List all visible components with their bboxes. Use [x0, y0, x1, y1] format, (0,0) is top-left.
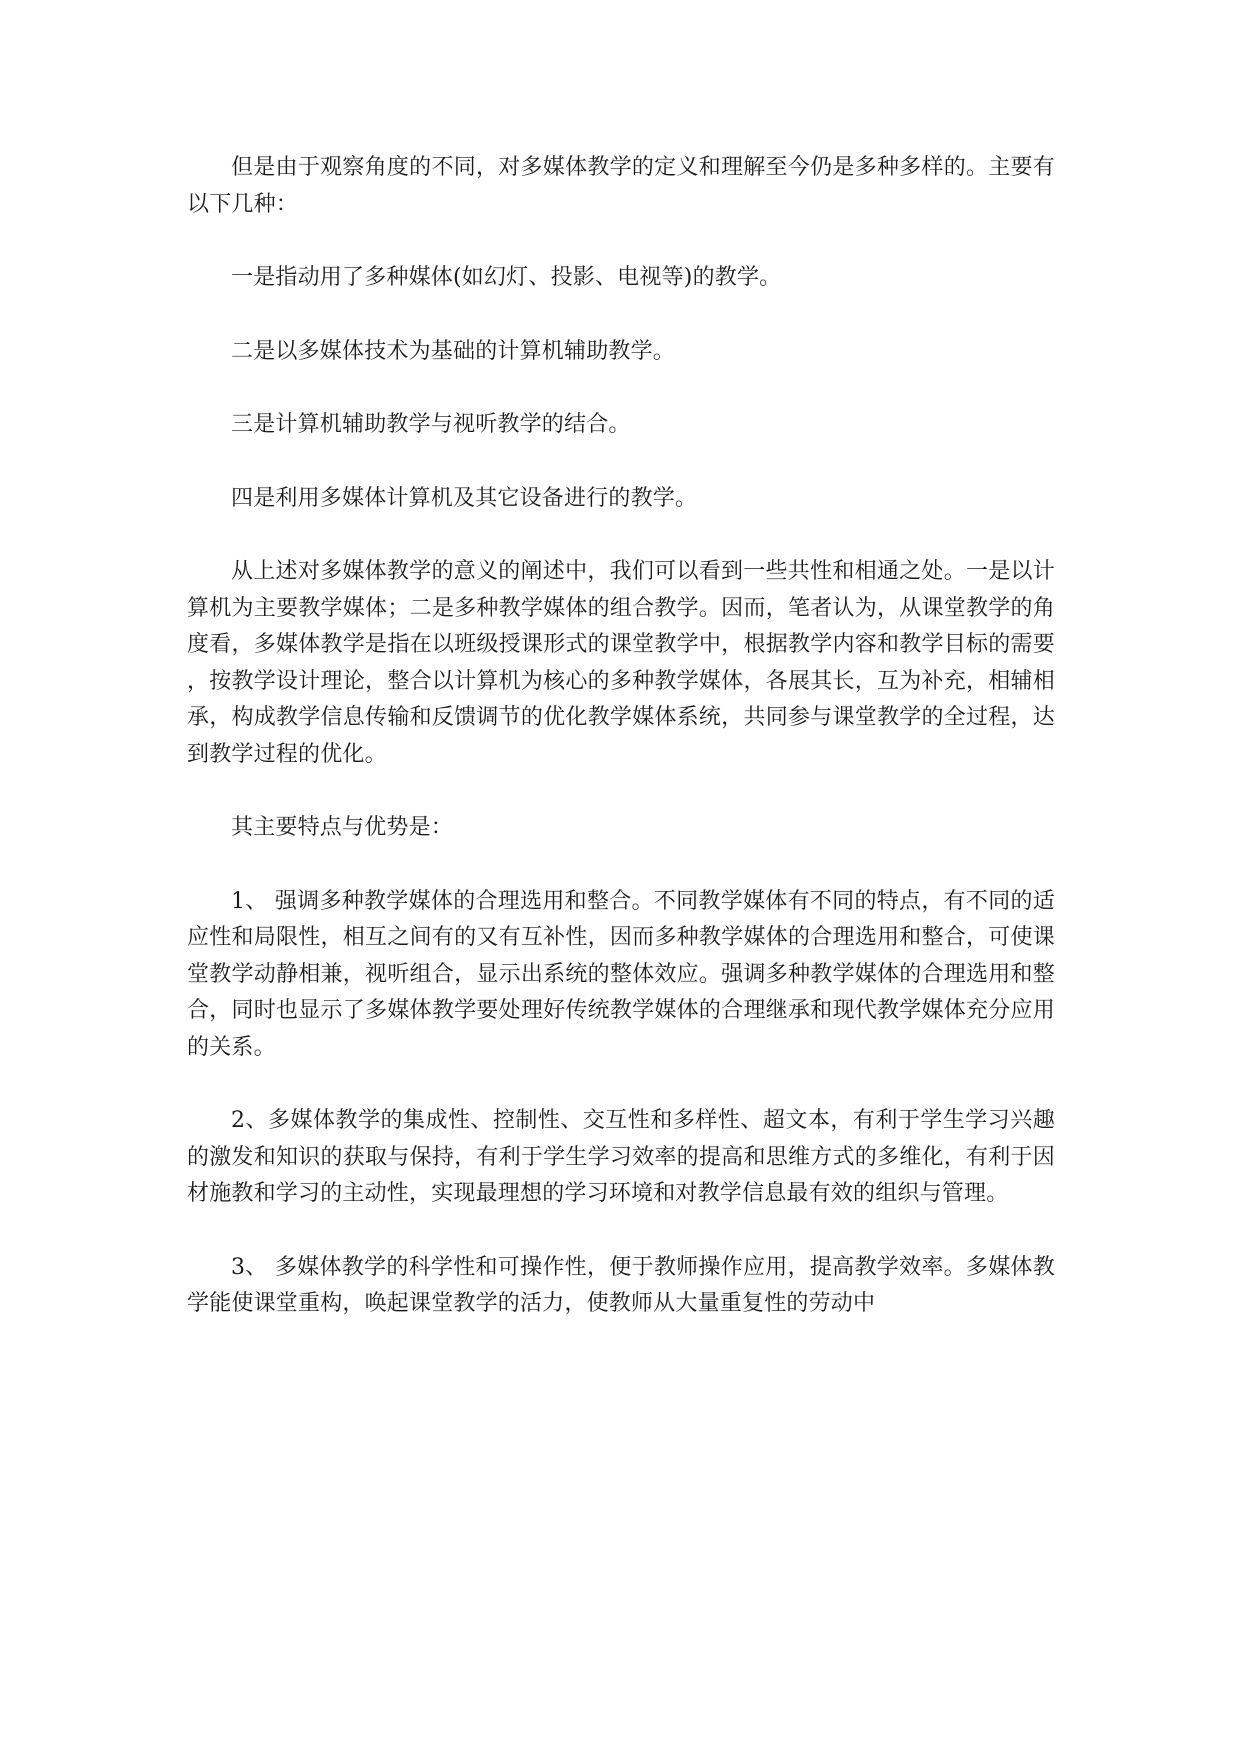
document-body — [187, 150, 1055, 1323]
paragraph-gap — [187, 847, 1055, 884]
paragraph-definition-2: 二是以多媒体技术为基础的计算机辅助教学。 — [231, 338, 676, 364]
paragraph-gap — [187, 1066, 1055, 1103]
paragraph-gap — [187, 444, 1055, 481]
paragraph-gap — [187, 370, 1055, 407]
paragraph-gap — [187, 773, 1055, 810]
paragraph-feature-1: 1、 强调多种教学媒体的合理选用和整合。不同教学媒体有不同的特点，有不同的适应性和局限性，相互之间有的又有互补性，因而多种教学媒体的合理选用和整合，可使课堂教学动静相兼，视听组合，显示出系统的整体效应。强调多种教学媒体的合理选用和整合，同时也显示了多媒体教学要处理好传统教学媒体的合理继承和现代教学媒体充分应用的关系。 — [187, 888, 1055, 1060]
paragraph-definition-1: 一是指动用了多种媒体(如幻灯、投影、电视等)的教学。 — [231, 265, 782, 290]
paragraph-feature-3: 3、 多媒体教学的科学性和可操作性，便于教师操作应用，提高教学效率。多媒体教学能使课堂重构，唤起课堂教学的活力，使教师从大量重复性的劳动中 — [187, 1254, 1055, 1316]
paragraph-intro: 但是由于观察角度的不同，对多媒体教学的定义和理解至今仍是多种多样的。主要有以下几种： — [187, 155, 1055, 217]
paragraph-gap — [187, 1213, 1055, 1250]
paragraph-gap — [187, 517, 1055, 554]
paragraph-feature-2: 2、多媒体教学的集成性、控制性、交互性和多样性、超文本，有利于学生学习兴趣的激发和知识的获取与保持，有利于学生学习效率的提高和思维方式的多维化，有利于因材施教和学习的主动性，实现最理想的学习环境和对教学信息最有效的组织与管理。 — [187, 1108, 1055, 1206]
paragraph-gap — [187, 297, 1055, 334]
paragraph-summary: 从上述对多媒体教学的意义的阐述中，我们可以看到一些共性和相通之处。一是以计算机为主要教学媒体；二是多种教学媒体的组合教学。因而，笔者认为，从课堂教学的角度看，多媒体教学是指在以班级授课形式的课堂教学中，根据教学内容和教学目标的需要，按教学设计理论，整合以计算机为核心的多种教学媒体，各展其长，互为补充，相辅相承，构成教学信息传输和反馈调节的优化教学媒体系统，共同参与课堂教学的全过程，达到教学过程的优化。 — [187, 559, 1055, 767]
paragraph-gap — [187, 223, 1055, 260]
paragraph-definition-3: 三是计算机辅助教学与视听教学的结合。 — [231, 412, 631, 437]
paragraph-features-heading: 其主要特点与优势是： — [231, 815, 454, 840]
paragraph-definition-4: 四是利用多媒体计算机及其它设备进行的教学。 — [231, 485, 698, 511]
